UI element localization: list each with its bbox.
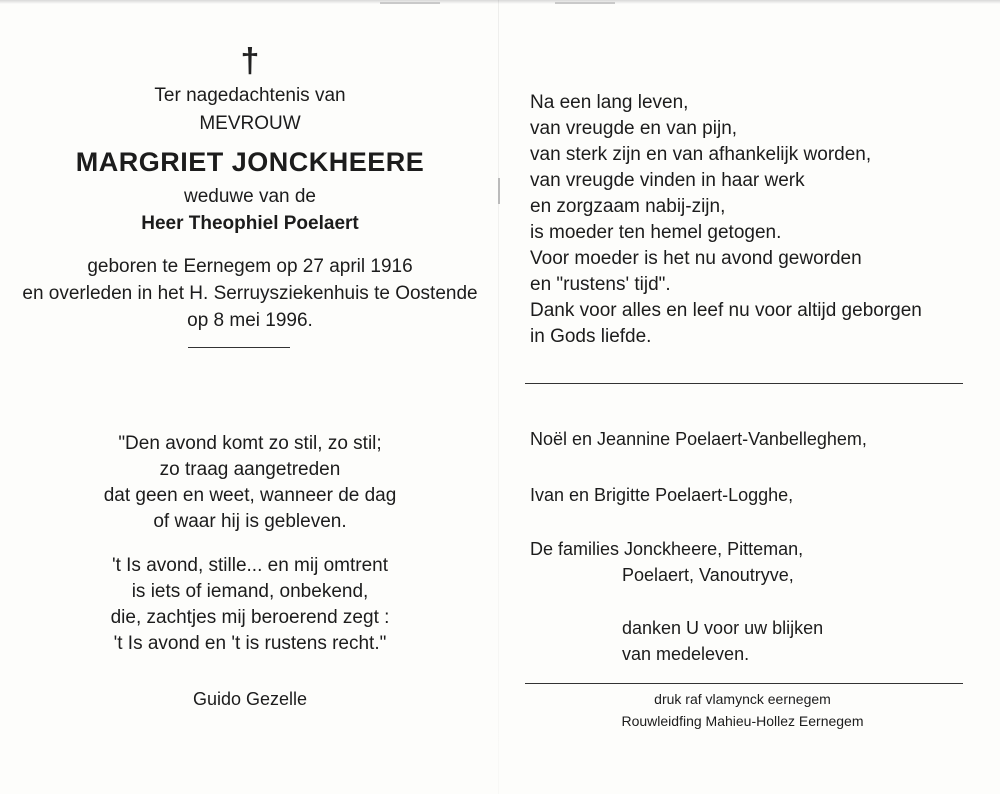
poem-line: is iets of iemand, onbekend, bbox=[131, 581, 369, 602]
families-line: De families Jonckheere, Pitteman, bbox=[530, 539, 804, 559]
printer-credit: druk raf vlamynck eernegem bbox=[654, 691, 831, 707]
thanks-line: danken U voor uw blijken bbox=[622, 618, 824, 638]
tribute-poem bbox=[530, 90, 922, 350]
tribute-line: en "rustens' tijd". bbox=[530, 274, 671, 295]
tribute-line: en zorgzaam nabij-zijn, bbox=[530, 196, 726, 217]
right-panel bbox=[500, 0, 1000, 794]
tribute-line: Dank voor alles en leef nu voor altijd geborgen bbox=[530, 300, 922, 321]
poem-line: die, zachtjes mij beroerend zegt : bbox=[110, 607, 390, 628]
family-line: Ivan en Brigitte Poelaert-Logghe, bbox=[530, 485, 794, 505]
widow-of-text: weduwe van de bbox=[183, 186, 317, 207]
divider bbox=[525, 383, 963, 384]
poem-line: zo traag aangetreden bbox=[159, 459, 341, 480]
thanks-block bbox=[530, 615, 823, 667]
poem-line: 't Is avond en 't is rustens recht." bbox=[113, 633, 387, 654]
poem bbox=[40, 431, 460, 675]
divider bbox=[188, 347, 290, 348]
honorific-text: MEVROUW bbox=[199, 113, 301, 134]
families-line: Poelaert, Vanoutryve, bbox=[622, 565, 794, 585]
family-line: Noël en Jeannine Poelaert-Vanbelleghem, bbox=[530, 429, 867, 449]
husband-name: Heer Theophiel Poelaert bbox=[141, 213, 359, 234]
dates-block bbox=[0, 253, 500, 334]
poem-author: Guido Gezelle bbox=[192, 689, 308, 709]
poem-stanza bbox=[40, 553, 460, 657]
poem-stanza bbox=[40, 431, 460, 535]
tribute-line: van vreugde en van pijn, bbox=[530, 118, 738, 139]
tribute-line: van sterk zijn en van afhankelijk worden, bbox=[530, 144, 872, 165]
deceased-name-block bbox=[0, 144, 500, 180]
deceased-name: MARGRIET JONCKHEERE bbox=[75, 147, 425, 177]
spouse-block bbox=[0, 183, 500, 237]
tribute-line: Voor moeder is het nu avond geworden bbox=[530, 248, 862, 269]
poem-line: dat geen en weet, wanneer de dag bbox=[103, 485, 397, 506]
families-block bbox=[530, 536, 803, 588]
tribute-line: van vreugde vinden in haar werk bbox=[530, 170, 805, 191]
divider bbox=[525, 683, 963, 684]
footer-credits bbox=[525, 688, 960, 732]
obituary-intro bbox=[0, 82, 500, 137]
tribute-line: in Gods liefde. bbox=[530, 326, 652, 347]
undertaker-credit: Rouwleidfing Mahieu-Hollez Eernegem bbox=[621, 713, 864, 729]
tribute-line: is moeder ten hemel getogen. bbox=[530, 222, 782, 243]
poem-line: "Den avond komt zo stil, zo stil; bbox=[118, 433, 382, 454]
in-memory-text: Ter nagedachtenis van bbox=[154, 85, 346, 106]
born-text: geboren te Eernegem op 27 april 1916 bbox=[87, 256, 413, 277]
thanks-line: van medeleven. bbox=[622, 644, 750, 664]
died-text: en overleden in het H. Serruysziekenhuis te Oostende bbox=[22, 283, 478, 304]
tribute-line: Na een lang leven, bbox=[530, 92, 689, 113]
poem-line: 't Is avond, stille... en mij omtrent bbox=[111, 555, 389, 576]
poem-line: of waar hij is gebleven. bbox=[153, 511, 347, 532]
cross-icon: † bbox=[240, 42, 260, 80]
obituary-header bbox=[0, 44, 500, 78]
died-date-text: op 8 mei 1996. bbox=[187, 310, 313, 331]
